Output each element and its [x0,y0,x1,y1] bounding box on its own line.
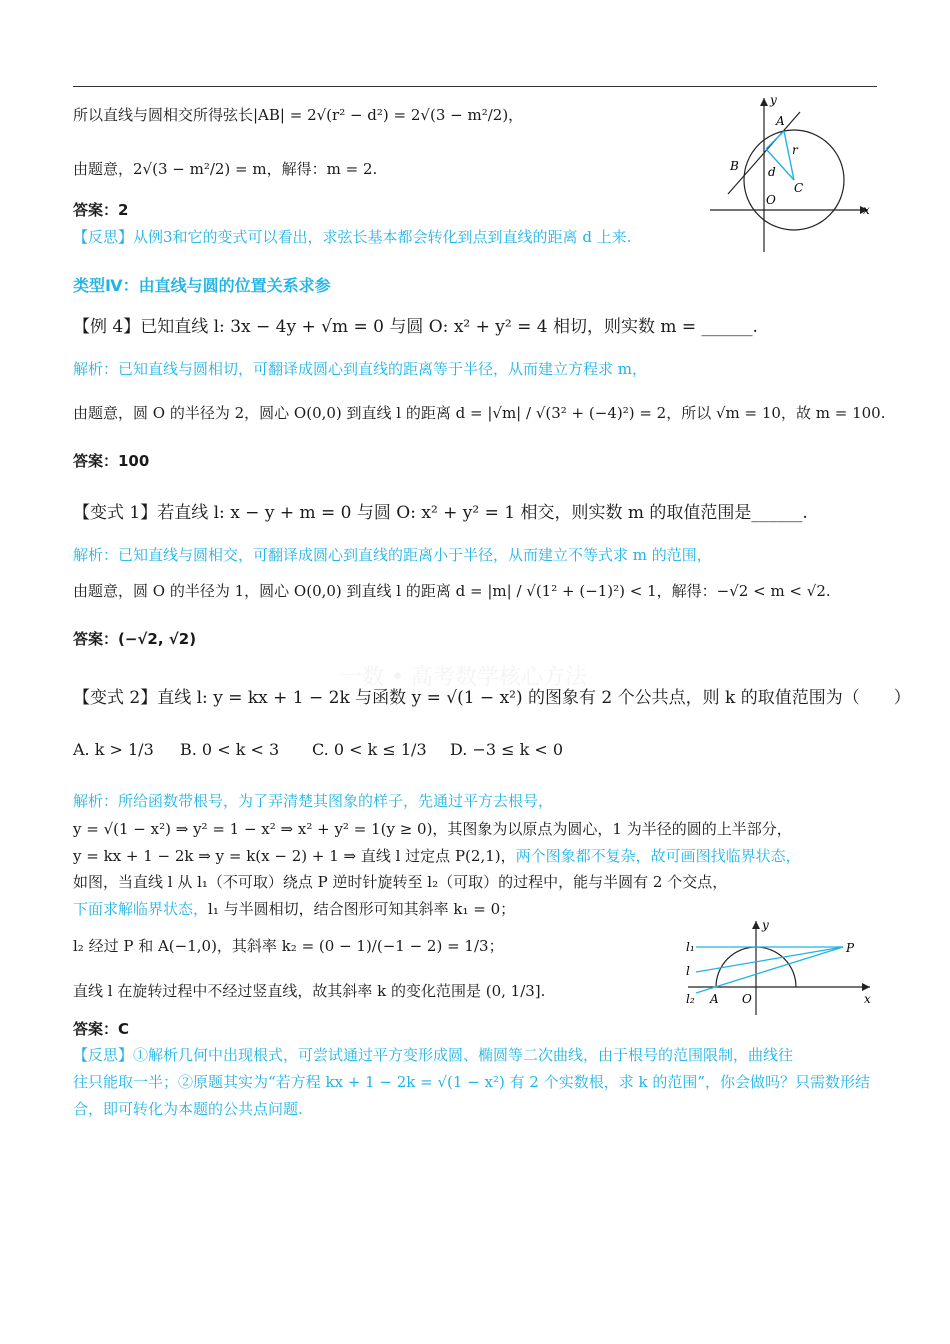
variant2-reflection-line3: 合，即可转化为本题的公共点问题. [73,1100,303,1118]
answer-1: 答案：2 [73,201,129,219]
variant2-step5: l₂ 经过 P 和 A(−1,0)，其斜率 k₂ = (0 − 1)/(−1 − 2) = 1/3； [73,937,504,955]
fig1-label-y: y [770,93,777,107]
option-b: B. 0 < k < 3 [180,740,280,759]
circle-chord-figure [700,92,880,257]
variant2-step4 [73,898,515,920]
option-d: D. −3 ≤ k < 0 [450,740,564,759]
fig1-label-x: x [863,203,870,217]
given-equation-line: 由题意，2√(3 − m²/2) = m，解得：m = 2. [73,160,378,178]
fig1-label-d: d [768,165,776,179]
variant2-reflection-line1: 【反思】①解析几何中出现根式，可尝试通过平方变形成圆、椭圆等二次曲线，由于根号的范围限制，曲线往 [73,1046,794,1064]
fig1-label-a: A [776,114,785,128]
variant2-analysis: 解析：所给函数带根号，为了弄清楚其图象的样子，先通过平方去根号， [73,792,554,810]
fig2-label-o: O [742,992,752,1006]
fig1-label-c: C [794,181,804,195]
example4-question: 【例 4】已知直线 l: 3x − 4y + √m = 0 与圆 O: x² + y² = 4 相切，则实数 m = ______. [73,317,758,337]
fig1-label-b: B [730,159,739,173]
fig2-label-a: A [710,992,719,1006]
chord-length-line: 所以直线与圆相交所得弦长|AB| = 2√(r² − d²) = 2√(3 − m²/2)， [73,106,524,124]
variant2-step3: 如图，当直线 l 从 l₁（不可取）绕点 P 逆时针旋转至 l₂（可取）的过程中，能与半圆有 2 个交点， [73,873,728,891]
variant2-reflection-line2: 往只能取一半；②原题其实为“若方程 kx + 1 − 2k = √(1 − x²) 有 2 个实数根，求 k 的范围”，你会做吗？只需数形结 [73,1073,871,1091]
fig2-label-p: P [846,941,855,955]
fig1-label-o: O [766,193,776,207]
watermark: 一数 • 高考数学核心方法 [340,665,587,690]
variant2-step2-b: 两个图象都不复杂，故可画图找临界状态， [515,847,801,865]
option-c: C. 0 < k ≤ 1/3 [312,740,427,759]
variant2-step6: 直线 l 在旋转过程中不经过竖直线，故其斜率 k 的变化范围是 (0, 1/3]. [73,982,546,1000]
variant1-answer: 答案：(−√2, √2) [73,630,197,648]
variant1-question: 【变式 1】若直线 l: x − y + m = 0 与圆 O: x² + y² = 1 相交，则实数 m 的取值范围是______. [73,503,808,523]
fig1-label-r: r [792,143,798,157]
variant2-answer: 答案：C [73,1020,130,1038]
fig2-label-x: x [864,992,871,1006]
fig2-label-y: y [762,918,769,932]
semicircle-figure [680,915,880,1020]
example4-answer: 答案：100 [73,452,150,470]
fig2-label-l: l [686,964,690,978]
fig2-label-l2: l₂ [686,992,695,1006]
example4-analysis: 解析：已知直线与圆相切，可翻译成圆心到直线的距离等于半径，从而建立方程求 m， [73,360,647,378]
section-title: 类型Ⅳ：由直线与圆的位置关系求参 [73,276,331,295]
variant2-step4-b: l₁ 与半圆相切，结合图形可知其斜率 k₁ = 0； [208,900,516,918]
variant2-question: 【变式 2】直线 l: y = kx + 1 − 2k 与函数 y = √(1 − x²) 的图象有 2 个公共点，则 k 的取值范围为（ ） [73,688,911,708]
reflection-1: 【反思】从例3和它的变式可以看出，求弦长基本都会转化到点到直线的距离 d 上来. [73,228,632,246]
variant2-step1: y = √(1 − x²) ⇒ y² = 1 − x² ⇒ x² + y² = 1(y ≥ 0)，其图象为以原点为圆心，1 为半径的圆的上半部分， [73,820,792,838]
variant2-step4-a: 下面求解临界状态， [73,900,209,918]
example4-work: 由题意，圆 O 的半径为 2，圆心 O(0,0) 到直线 l 的距离 d = |√m| / √(3² + (−4)²) = 2，所以 √m = 10，故 m = 100. [73,404,886,422]
fig2-label-l1: l₁ [686,940,695,954]
variant2-step2-a: y = kx + 1 − 2k ⇒ y = k(x − 2) + 1 ⇒ 直线 l 过定点 P(2,1)， [73,847,516,865]
header-rule [73,86,877,87]
variant1-work: 由题意，圆 O 的半径为 1，圆心 O(0,0) 到直线 l 的距离 d = |m| / √(1² + (−1)²) < 1，解得：−√2 < m < √2. [73,582,831,600]
option-a: A. k > 1/3 [73,740,154,759]
variant2-step2 [73,845,801,867]
variant1-analysis: 解析：已知直线与圆相交，可翻译成圆心到直线的距离小于半径，从而建立不等式求 m 的范围， [73,546,712,564]
